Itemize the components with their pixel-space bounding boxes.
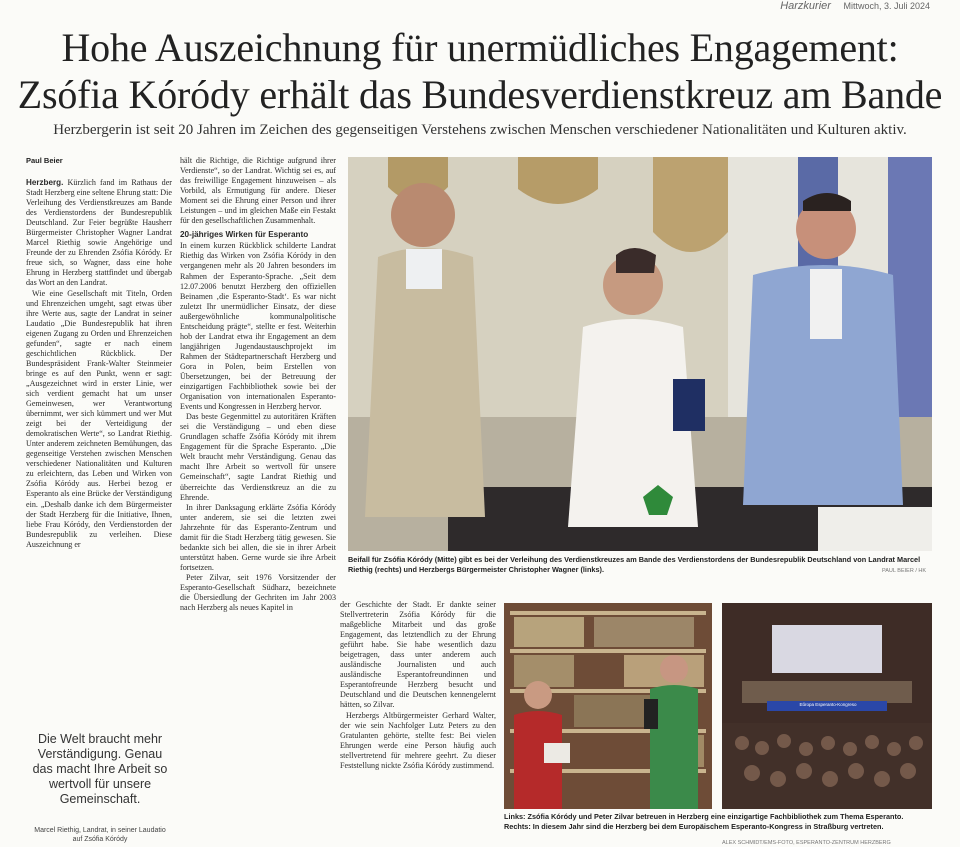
- article-column-3: [340, 600, 496, 845]
- bottom-photos-caption: Links: Zsófia Kóródy und Peter Zilvar betreuen in Herzberg eine einzigartige Fachbibliothek zum Thema Esperanto. Rechts: In diesem Jahr sind die Herzberg bei dem Europäischem Esperanto-Kongress in Straßburg vertreten.: [504, 812, 904, 831]
- award-ceremony-photo: [348, 157, 932, 551]
- paragraph: Das beste Gegenmittel zu autoritären Kräften sei die Verständigung – und eben diese Grundlagen schaffe Zsófia Kóródy mit ihrem Engagement für die Sprache Esperanto. „Die Welt braucht mehr Verständigung. Genau das macht Ihre Arbeit so wertvoll für unsere Gemeinschaft“, sagte Landrat Riethig und überreichte das Verdienstkreuz an die zu Ehrende.: [180, 412, 336, 502]
- congress-photo: [722, 603, 932, 809]
- paragraph: In ihrer Danksagung erklärte Zsófia Kóródy unter anderem, sie sei die letzten zwei Jahrzehnte für das Esperanto-Zentrum und damit für die Stadt Herzberg tätig gewesen. Sie bedankte sich bei allen, die sie in ihrer Arbeit unterstützt haben. Gerne wurde sie ihre Arbeit fortsetzen.: [180, 502, 336, 572]
- pull-quote: Die Welt braucht mehr Verständigung. Genau das macht Ihre Arbeit so wertvoll für unsere Gemeinschaft.: [32, 732, 168, 806]
- main-photo-caption: [348, 555, 932, 575]
- paragraph: In einem kurzen Rückblick schilderte Landrat Riethig das Wirken von Zsófia Kóródy in den vergangenen mehr als 20 Jahren besonders im Rahmen der Esperanto-Sprache. „Seit dem 12.07.2006 benutzt Herzberg den offiziellen Beinamen ‚die Esperanto-Stadt‘. Es war nicht zuletzt Ihr unermüdlicher Einsatz, der diese außergewöhnliche kommunalpolitische Entscheidung prägte“, stellte er fest. Weiterhin hob der Landrat etwa ihr Engagement an dem langjährigen Jugendaustauschprojekt im Rahmen der Städtepartnerschaft Herzberg und Gora in Polen, beim Erstellen von Übersetzungen, bei der Betreuung der einzigartigen Fachbibliothek sowie bei der Organisation von internationalen Esperanto-Events und Kongressen in Herzberg hervor.: [180, 241, 336, 412]
- paragraph: Wie eine Gesellschaft mit Titeln, Orden und Ehrenzeichen umgeht, sagt etwas über ihre Werte aus, sagte der Landrat in seiner Laudatio „Die Bundesrepublik hat ihren eigenen Zugang zu Orden und Ehrenzeichen gefunden“, sagte er nach einem geschichtlichen Rückblick. Der Bundespräsident Frank-Walter Steinmeier bringe es auf den Punkt, wenn er sagt: „Ausgezeichnet wird in erster Linie, wer sich verdient gemacht hat um unser Gemeinwesen, wer Verantwortung übernimmt, wer sich kümmert und wer Mut zeigt bei der Verteidigung der demokratischen Werte“, so Landrat Riethig. Unter anderem zeichneten Bemühungen, das gegenseitige Verstehen zwischen Menschen verschiedener Nationalitäten und Kulturen zu erleichtern, das Leben und Wirken von Zsófia Kóródy aus. Herbei bezog er Esperanto als eine Brücke der Verständigung ein. „Deshalb danke ich dem Bürgermeister der Stadt Herzberg für die Initiative, Ihnen, liebe Frau Kóródy, den Verdienstorden der Bundesrepublik zu verleihen. Diese Auszeichnung er: [26, 288, 172, 549]
- award-ceremony-illustration: [348, 157, 932, 551]
- subheadline: Herzbergerin ist seit 20 Jahren im Zeichen des gegenseitigen Verstehens zwischen Menschen verschiedener Nationalitäten und Kulturen aktiv.: [53, 122, 907, 138]
- article-column-2: [180, 156, 336, 846]
- main-photo-caption-text: Beifall für Zsófia Kóródy (Mitte) gibt es bei der Verleihung des Verdienstkreuzes am Bande des Verdienstordens der Bundesrepublik Deutschland von Landrat Marcel Riethig (rechts) und Herzbergs Bürgermeister Christopher Wagner (links).: [348, 555, 921, 574]
- headline-line-2: Zsófia Kóródy erhält das Bundesverdienstkreuz am Bande: [17, 72, 943, 117]
- publication-name: Harzkurier: [780, 0, 831, 12]
- headline-line-1: Hohe Auszeichnung für unermüdliches Engagement:: [61, 25, 899, 70]
- paragraph: der Geschichte der Stadt. Er dankte seiner Stellvertreterin Zsófia Kóródy für die maßgebliche Mitarbeit und das große Engagement, das letztendlich zu der Ehrung geführt habe. Sie habe wesentlich dazu beigetragen, dass unter anderem auch ausländische Journalisten und auch ausländische Esperantofreundinnen und Esperantofreunde Herzberg besucht und Deutschland und die Deutschen kennengelernt hätten, so Zilvar.: [340, 600, 496, 710]
- issue-date: Mittwoch, 3. Juli 2024: [843, 1, 930, 11]
- paragraph: hält die Richtige, die Richtige aufgrund ihrer Verdienste“, so der Landrat. Wichtig sei es, auf das freiwillige Engagement hinzuweisen – als Vorbild, als Ermutigung für andere. Dieser Moment sei die Ehrung einer Person und ihrer Leistungen – und im gleichen Maße ein Festakt für den gesellschaftlichen Zusammenhalt.: [180, 156, 336, 226]
- dateline: Herzberg.: [26, 178, 64, 187]
- section-subheading: 20-jähriges Wirken für Esperanto: [180, 230, 309, 240]
- paragraph: Herzberg. Kürzlich fand im Rathaus der Stadt Herzberg eine seltene Ehrung statt: Die Verleihung des Verdienstkreuzes am Bande des Verdienstordens der Bundesrepublik Deutschland. Zur Feier begrüßte Hausherr Bürgermeister Christopher Wagner Landrat Marcel Riethig sowie Angehörige und Freunde der zu Ehrenden Zsófia Kóródy. Er freue sich, so Wagner, dass eine hohe Ehrung in Herzberg stattfindet und übergab das Wort an den Landrat.: [26, 178, 172, 288]
- masthead: [780, 0, 930, 12]
- library-illustration: [504, 603, 712, 809]
- congress-banner: Eŭropa Esperanto-Kongreso: [799, 702, 857, 707]
- article-column-1: [26, 178, 172, 696]
- library-photo: [504, 603, 712, 809]
- bottom-photos-credit: ALEX SCHMIDT/EMS-FOTO, ESPERANTO-ZENTRUM HERZBERG: [722, 840, 891, 846]
- main-photo-credit: PAUL BEIER / HK: [882, 568, 927, 574]
- paragraph: Peter Zilvar, seit 1976 Vorsitzender der Esperanto-Gesellschaft Südharz, bezeichnete die Übersiedlung der Gechriten im Jahr 2003 nach Herzberg als neues Kapitel in: [180, 572, 336, 613]
- paragraph: Herzbergs Altbürgermeister Gerhard Walter, der wie sein Nachfolger Lutz Peters zu den Gratulanten gehörte, stellte fest: Bei vielen Ehrungen werde eine Person häufig auch stellvertretend für mehrere geehrt. Zu dieser Feststellung nickte Zsófia Kóródy zustimmend.: [340, 710, 496, 770]
- pull-quote-attribution: Marcel Riethig, Landrat, in seiner Laudatio auf Zsófia Kóródy: [34, 827, 166, 843]
- author-byline: Paul Beier: [26, 156, 63, 165]
- headline: [0, 24, 960, 118]
